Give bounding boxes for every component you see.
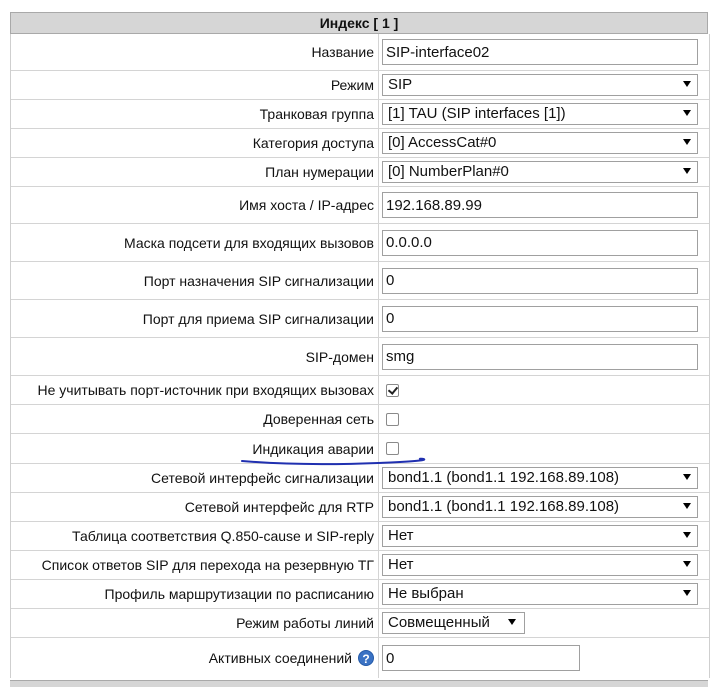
name-input[interactable] [382, 39, 698, 65]
triangle-down-icon [683, 532, 691, 538]
row-sip-reply-list [11, 551, 709, 580]
trusted-network-label: Доверенная сеть [11, 405, 379, 433]
triangle-down-icon [683, 474, 691, 480]
ignore-src-port-checkbox[interactable] [386, 384, 399, 397]
subnet-mask-label: Маска подсети для входящих вызовов [11, 224, 379, 261]
triangle-down-icon [683, 590, 691, 596]
q850-table-label: Таблица соответствия Q.850-cause и SIP-reply [11, 522, 379, 550]
mode-label: Режим [11, 71, 379, 99]
host-label: Имя хоста / IP-адрес [11, 187, 379, 223]
recv-port-label: Порт для приема SIP сигнализации [11, 300, 379, 337]
triangle-down-icon [508, 619, 516, 625]
active-connections-label: Активных соединений [208, 650, 352, 666]
row-q850-table [11, 522, 709, 551]
sip-domain-label: SIP-домен [11, 338, 379, 375]
numbering-plan-label: План нумерации [11, 158, 379, 186]
access-category-label: Категория доступа [11, 129, 379, 157]
row-trunk-group [11, 100, 709, 129]
row-dest-port [11, 262, 709, 300]
rtp-interface-value: bond1.1 (bond1.1 192.168.89.108) [388, 498, 620, 515]
triangle-down-icon [683, 139, 691, 145]
triangle-down-icon [683, 503, 691, 509]
row-name [11, 34, 709, 71]
row-ignore-src-port [11, 376, 709, 405]
row-numbering-plan [11, 158, 709, 187]
line-mode-value: Совмещенный [388, 614, 490, 631]
row-recv-port [11, 300, 709, 338]
row-trusted-network [11, 405, 709, 434]
sig-interface-select[interactable] [382, 467, 698, 489]
name-label: Название [11, 34, 379, 70]
triangle-down-icon [683, 81, 691, 87]
row-rtp-interface [11, 493, 709, 522]
dest-port-label: Порт назначения SIP сигнализации [11, 262, 379, 299]
dest-port-input[interactable] [382, 268, 698, 294]
trusted-network-checkbox[interactable] [386, 413, 399, 426]
row-routing-profile [11, 580, 709, 609]
alarm-indication-label: Индикация аварии [11, 434, 379, 463]
mode-value: SIP [388, 76, 413, 93]
numbering-plan-value: [0] NumberPlan#0 [388, 163, 509, 180]
sig-interface-value: bond1.1 (bond1.1 192.168.89.108) [388, 469, 620, 486]
help-circle-icon[interactable]: ? [358, 650, 374, 666]
routing-profile-value: Не выбран [388, 585, 464, 602]
numbering-plan-select[interactable] [382, 161, 698, 183]
row-line-mode [11, 609, 709, 638]
trunk-group-value: [1] TAU (SIP interfaces [1]) [388, 105, 566, 122]
triangle-down-icon [683, 110, 691, 116]
row-sip-domain [11, 338, 709, 376]
mode-select[interactable] [382, 74, 698, 96]
line-mode-select[interactable] [382, 612, 525, 634]
subnet-mask-input[interactable] [382, 230, 698, 256]
trunk-group-label: Транковая группа [11, 100, 379, 128]
row-mode [11, 71, 709, 100]
triangle-down-icon [683, 561, 691, 567]
access-category-value: [0] AccessCat#0 [388, 134, 497, 151]
routing-profile-label: Профиль маршрутизации по расписанию [11, 580, 379, 608]
alarm-indication-checkbox[interactable] [386, 442, 399, 455]
row-alarm-indication [11, 434, 709, 464]
q850-table-value: Нет [388, 527, 414, 544]
active-connections-label-cell [11, 638, 379, 678]
q850-table-select[interactable] [382, 525, 698, 547]
rtp-interface-select[interactable] [382, 496, 698, 518]
section-header: Индекс [ 1 ] [10, 12, 708, 34]
active-connections-input[interactable] [382, 645, 580, 671]
routing-profile-select[interactable] [382, 583, 698, 605]
sip-reply-list-value: Нет [388, 556, 414, 573]
row-host [11, 187, 709, 224]
host-input[interactable] [382, 192, 698, 218]
recv-port-input[interactable] [382, 306, 698, 332]
line-mode-label: Режим работы линий [11, 609, 379, 637]
sip-reply-list-label: Список ответов SIP для перехода на резервную ТГ [11, 551, 379, 579]
sig-interface-label: Сетевой интерфейс сигнализации [11, 464, 379, 492]
rtp-interface-label: Сетевой интерфейс для RTP [11, 493, 379, 521]
ignore-src-port-label: Не учитывать порт-источник при входящих вызовах [11, 376, 379, 404]
row-active-connections [11, 638, 709, 678]
sip-reply-list-select[interactable] [382, 554, 698, 576]
row-sig-interface [11, 464, 709, 493]
row-subnet-mask [11, 224, 709, 262]
row-access-category [11, 129, 709, 158]
trunk-group-select[interactable] [382, 103, 698, 125]
triangle-down-icon [683, 168, 691, 174]
sip-domain-input[interactable] [382, 344, 698, 370]
access-category-select[interactable] [382, 132, 698, 154]
field-grid [10, 34, 710, 678]
